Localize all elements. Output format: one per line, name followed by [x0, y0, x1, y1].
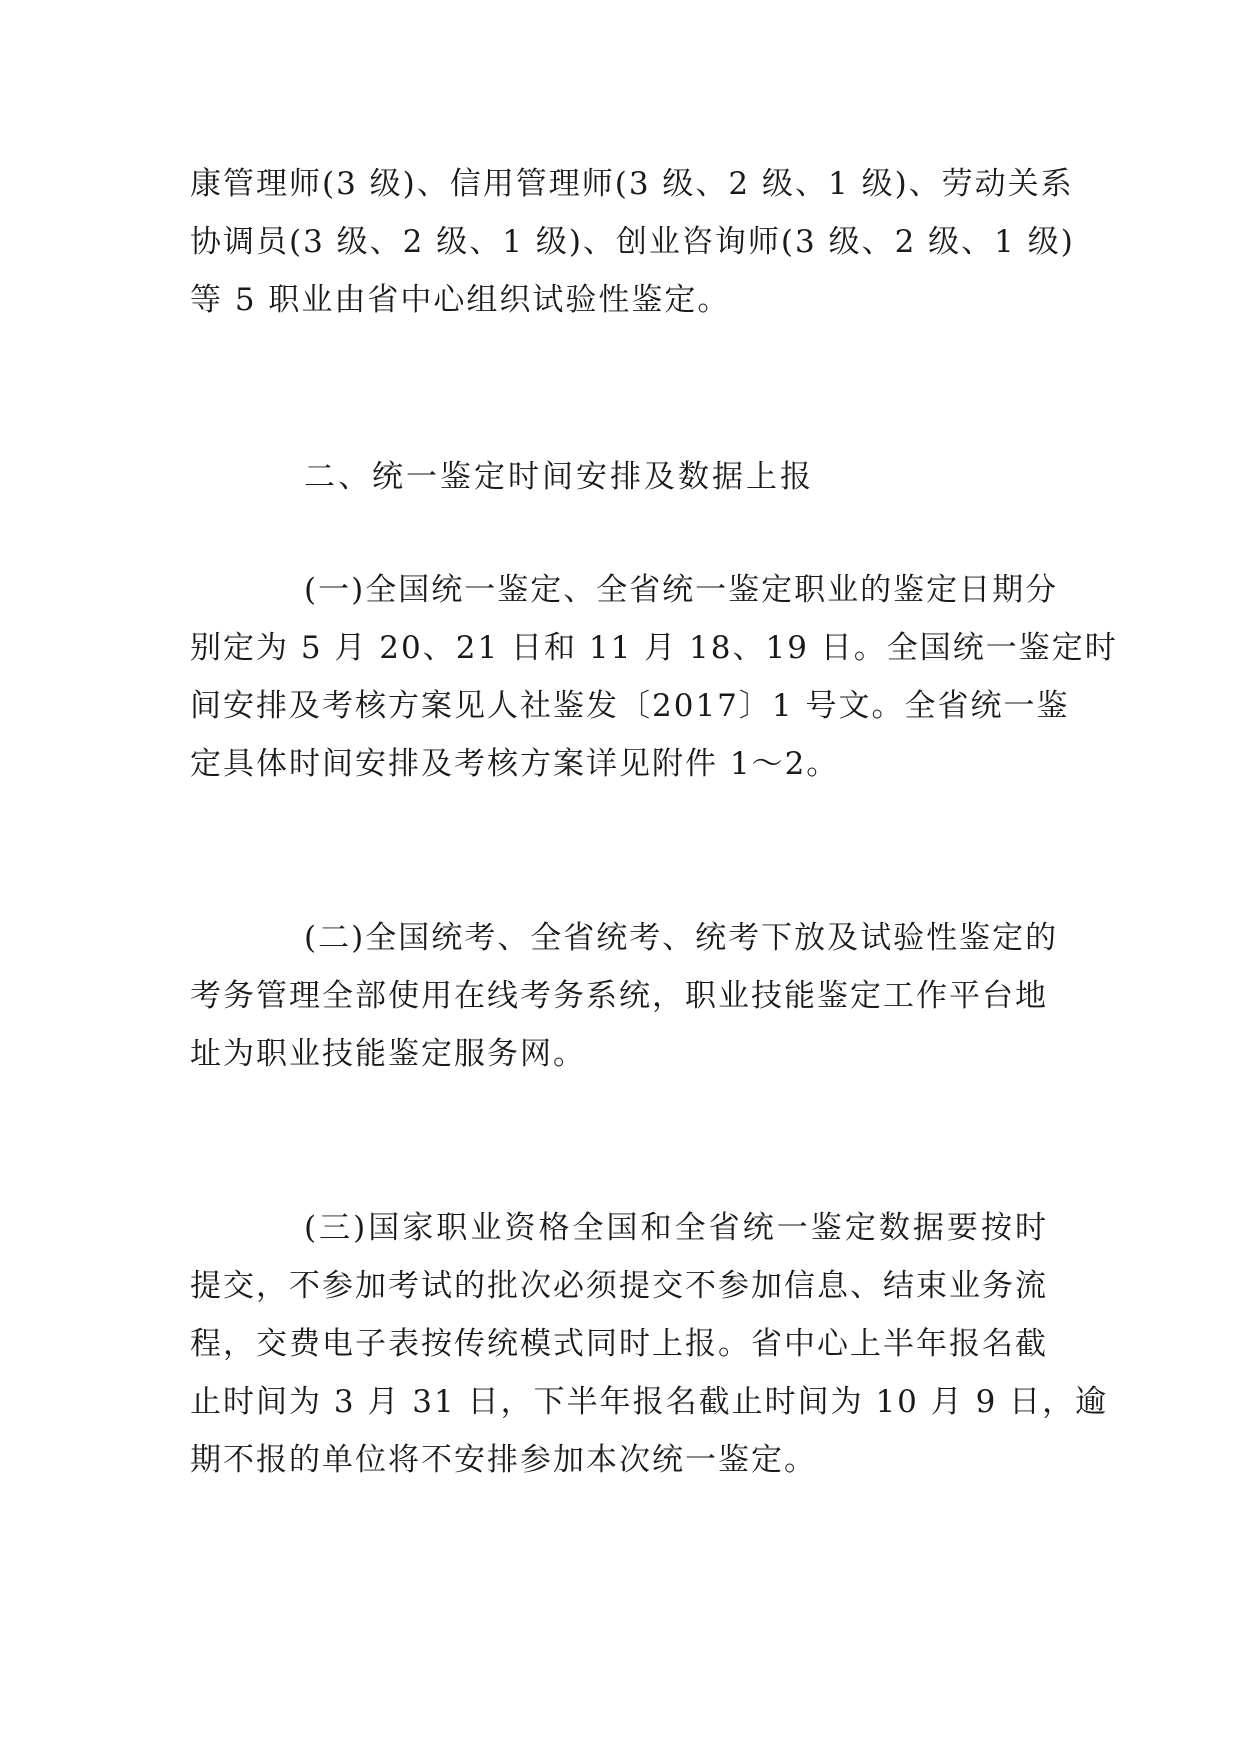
text-line: 考务管理全部使用在线考务系统，职业技能鉴定工作平台地 — [190, 978, 1048, 1014]
text-line: (二)全国统考、全省统考、统考下放及试验性鉴定的 — [304, 920, 1059, 956]
text-line: 别定为 5 月 20、21 日和 11 月 18、19 日。全国统一鉴定时 — [190, 630, 1118, 666]
paragraph-top — [190, 155, 1075, 329]
text-line: 等 5 职业由省中心组织试验性鉴定。 — [190, 282, 731, 318]
text-line: 提交，不参加考试的批次必须提交不参加信息、结束业务流 — [190, 1268, 1048, 1304]
text-line: 止时间为 3 月 31 日，下半年报名截止时间为 10 月 9 日，逾 — [190, 1384, 1109, 1420]
text-line: (三)国家职业资格全国和全省统一鉴定数据要按时 — [304, 1210, 1048, 1246]
text-line: 址为职业技能鉴定服务网。 — [190, 1036, 586, 1072]
text-line: 间安排及考核方案见人社鉴发〔2017〕1 号文。全省统一鉴 — [190, 688, 1070, 724]
text-line: 定具体时间安排及考核方案详见附件 1～2。 — [190, 746, 840, 782]
text-line: 程，交费电子表按传统模式同时上报。省中心上半年报名截 — [190, 1326, 1048, 1362]
paragraph-1 — [190, 561, 1118, 793]
text-line: 协调员(3 级、2 级、1 级)、创业咨询师(3 级、2 级、1 级) — [190, 224, 1075, 260]
text-line: 康管理师(3 级)、信用管理师(3 级、2 级、1 级)、劳动关系 — [190, 166, 1074, 202]
text-line: (一)全国统一鉴定、全省统一鉴定职业的鉴定日期分 — [304, 572, 1059, 608]
paragraph-3 — [190, 1199, 1109, 1489]
text-line: 期不报的单位将不安排参加本次统一鉴定。 — [190, 1442, 817, 1478]
section-heading: 二、统一鉴定时间安排及数据上报 — [304, 459, 814, 495]
paragraph-2 — [190, 909, 1059, 1083]
